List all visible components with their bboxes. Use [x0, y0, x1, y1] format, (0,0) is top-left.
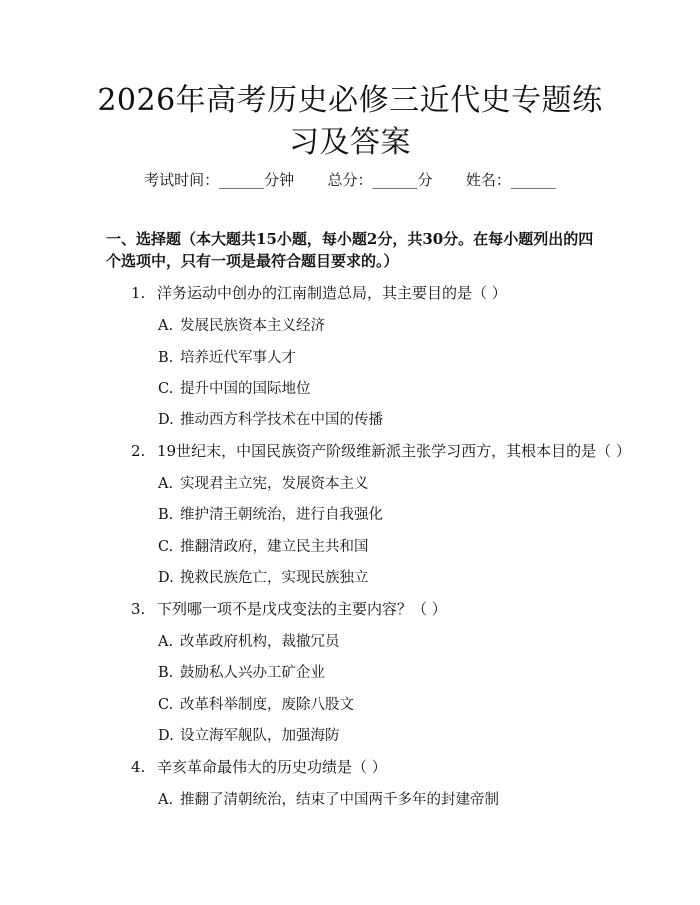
option-text: 培养近代军事人才: [180, 350, 296, 366]
option-3c: [158, 693, 354, 714]
option-label: A.: [158, 318, 174, 334]
question-text: 洋务运动中创办的江南制造总局，其主要目的是（ ）: [157, 284, 507, 302]
option-text: 维护清王朝统治，进行自我强化: [180, 507, 383, 523]
option-text: 鼓励私人兴办工矿企业: [180, 665, 325, 681]
question-1: [131, 282, 507, 303]
question-4: [131, 756, 387, 777]
option-text: 推翻清政府，建立民主共和国: [180, 539, 369, 555]
option-1a: [158, 314, 325, 335]
option-text: 提升中国的国际地位: [180, 381, 311, 397]
option-label: D.: [158, 412, 174, 428]
option-label: B.: [158, 665, 174, 681]
student-name-label: 姓名：______: [465, 171, 556, 189]
option-1b: [158, 346, 296, 367]
option-label: A.: [158, 476, 174, 492]
option-1d: [158, 408, 383, 429]
option-text: 改革科举制度，废除八股文: [180, 697, 354, 713]
question-text: 辛亥革命最伟大的历史功绩是（ ）: [157, 758, 387, 776]
option-2b: [158, 503, 383, 524]
option-2a: [158, 472, 369, 493]
option-label: B.: [158, 507, 174, 523]
exam-time-label: 考试时间：______分钟: [144, 171, 295, 189]
question-2: [131, 440, 631, 461]
option-label: D.: [158, 728, 174, 744]
option-text: 设立海军舰队，加强海防: [180, 728, 340, 744]
exam-meta: [0, 169, 700, 190]
option-text: 推动西方科学技术在中国的传播: [180, 412, 383, 428]
option-text: 实现君主立宪，发展资本主义: [180, 476, 369, 492]
question-3: [131, 598, 447, 619]
question-text: 19世纪末，中国民族资产阶级维新派主张学习西方，其根本目的是（ ）: [157, 442, 631, 460]
section-heading: 一、选择题（本大题共15小题，每小题2分，共30分。在每小题列出的四个选项中，只有一项是最符合题目要求的。）: [106, 230, 594, 270]
option-4a: [158, 788, 499, 809]
question-number: 3.: [131, 600, 146, 618]
option-3a: [158, 630, 340, 651]
option-label: D.: [158, 570, 174, 586]
option-label: B.: [158, 350, 174, 366]
option-text: 发展民族资本主义经济: [180, 318, 325, 334]
option-3d: [158, 724, 340, 745]
total-score-label: 总分：______分: [327, 171, 433, 189]
option-text: 改革政府机构，裁撤冗员: [180, 634, 340, 650]
option-label: C.: [158, 697, 174, 713]
option-text: 推翻了清朝统治，结束了中国两千多年的封建帝制: [180, 792, 499, 808]
option-label: A.: [158, 792, 174, 808]
option-2c: [158, 535, 369, 556]
option-1c: [158, 377, 311, 398]
option-label: A.: [158, 634, 174, 650]
option-text: 挽救民族危亡，实现民族独立: [180, 570, 369, 586]
option-label: C.: [158, 539, 174, 555]
option-label: C.: [158, 381, 174, 397]
question-text: 下列哪一项不是戊戌变法的主要内容？（ ）: [157, 600, 447, 618]
option-3b: [158, 661, 325, 682]
question-number: 2.: [131, 442, 146, 460]
document-title: 2026年高考历史必修三近代史专题练习及答案: [97, 83, 603, 160]
option-2d: [158, 566, 369, 587]
question-number: 1.: [131, 284, 146, 302]
question-number: 4.: [131, 758, 146, 776]
